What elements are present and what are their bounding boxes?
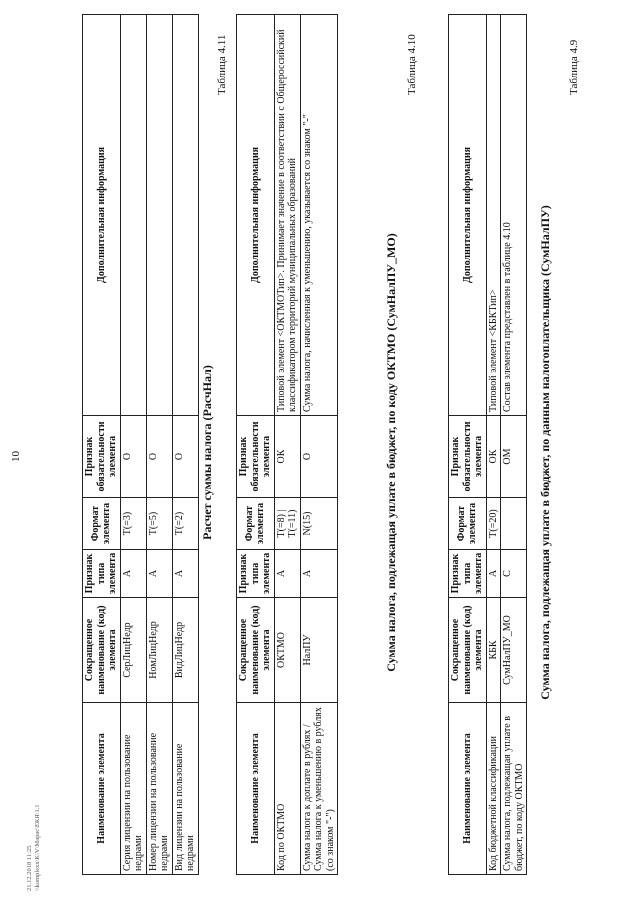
header-required: Признак обязательности элемента xyxy=(237,416,275,498)
table-header-row xyxy=(83,15,121,875)
cell-info xyxy=(120,15,146,416)
cell-code: НомЛицНедр xyxy=(146,598,172,703)
footer-stamp xyxy=(26,805,42,891)
cell-type: С xyxy=(501,550,527,598)
cell-format: T(=8) | T(=11) xyxy=(274,498,300,550)
cell-info xyxy=(172,15,198,416)
cell-type: А xyxy=(172,550,198,598)
cell-info: Типовой элемент <КБКТип> xyxy=(486,15,501,416)
cell-format: T(=20) xyxy=(486,498,501,550)
table-4-9 xyxy=(448,14,527,875)
cell-type: А xyxy=(486,550,501,598)
header-format: Формат элемента xyxy=(83,498,121,550)
cell-required: О xyxy=(172,416,198,498)
cell-format: N(15) xyxy=(300,498,338,550)
header-code: Сокращенное наименование (код) элемента xyxy=(237,598,275,703)
header-type: Признак типа элемента xyxy=(83,550,121,598)
cell-name: Сумма налога, подлежащая уплате в бюджет, по коду ОКТМО xyxy=(501,703,527,875)
header-name: Наименование элемента xyxy=(449,703,487,875)
header-type: Признак типа элемента xyxy=(237,550,275,598)
table-4-11-title: Расчет суммы налога (РасчНал) xyxy=(200,365,214,540)
footer-path: \\komplexx\K\V\Mapac\ЕКЯ\1.1 xyxy=(33,804,41,891)
table-row xyxy=(146,15,172,875)
table-row xyxy=(274,15,300,875)
cell-required: О xyxy=(120,416,146,498)
page-number: 10 xyxy=(10,451,22,462)
cell-name: Номер лицензии на пользование недрами xyxy=(146,703,172,875)
table-header-row xyxy=(237,15,275,875)
table-4-10-label: Таблица 4.10 xyxy=(406,34,418,95)
cell-required: О xyxy=(146,416,172,498)
table-row xyxy=(120,15,146,875)
header-required: Признак обязательности элемента xyxy=(83,416,121,498)
cell-code: ВидЛицНедр xyxy=(172,598,198,703)
cell-required: ОК xyxy=(274,416,300,498)
cell-name: Вид лицензии на пользование недрами xyxy=(172,703,198,875)
cell-type: А xyxy=(274,550,300,598)
header-code: Сокращенное наименование (код) элемента xyxy=(449,598,487,703)
table-row xyxy=(486,15,501,875)
table-header-row xyxy=(449,15,487,875)
header-required: Признак обязательности элемента xyxy=(449,416,487,498)
cell-code: ОКТМО xyxy=(274,598,300,703)
cell-code: СумНалПУ_МО xyxy=(501,598,527,703)
header-name: Наименование элемента xyxy=(83,703,121,875)
cell-code: КБК xyxy=(486,598,501,703)
cell-format xyxy=(501,498,527,550)
cell-info: Состав элемента представлен в таблице 4.10 xyxy=(501,15,527,416)
cell-name: Код по ОКТМО xyxy=(274,703,300,875)
table-4-9-title: Сумма налога, подлежащая уплате в бюджет, по данным налогоплательщика (СумНалПУ) xyxy=(538,205,552,700)
cell-name: Сумма налога к доплате в рублях / Сумма налога к уменьшению в рублях (со знаком "-") xyxy=(300,703,338,875)
cell-required: ОК xyxy=(486,416,501,498)
cell-format: T(=5) xyxy=(146,498,172,550)
cell-format: T(=3) xyxy=(120,498,146,550)
table-4-10 xyxy=(236,14,338,875)
table-4-11 xyxy=(82,14,199,875)
cell-info: Сумма налога, начисленная к уменьшению, указывается со знаком "-" xyxy=(300,15,338,416)
cell-required: ОМ xyxy=(501,416,527,498)
table-row xyxy=(300,15,338,875)
cell-code: НалПУ xyxy=(300,598,338,703)
header-code: Сокращенное наименование (код) элемента xyxy=(83,598,121,703)
header-format: Формат элемента xyxy=(449,498,487,550)
table-4-10-title: Сумма налога, подлежащая уплате в бюджет, по коду ОКТМО (СумНалПУ_МО) xyxy=(384,233,398,672)
cell-required: О xyxy=(300,416,338,498)
table-4-11-label: Таблица 4.11 xyxy=(216,34,228,95)
cell-type: А xyxy=(300,550,338,598)
table-row xyxy=(501,15,527,875)
cell-name: Серия лицензии на пользование недрами xyxy=(120,703,146,875)
cell-info xyxy=(146,15,172,416)
table-4-9-label: Таблица 4.9 xyxy=(568,39,580,95)
header-format: Формат элемента xyxy=(237,498,275,550)
cell-format: T(=2) xyxy=(172,498,198,550)
header-info: Дополнительная информация xyxy=(449,15,487,416)
cell-name: Код бюджетной классификации xyxy=(486,703,501,875)
footer-datetime: 21.12.2018 11:25 xyxy=(26,845,33,891)
cell-type: А xyxy=(146,550,172,598)
header-info: Дополнительная информация xyxy=(237,15,275,416)
table-row xyxy=(172,15,198,875)
cell-type: А xyxy=(120,550,146,598)
header-type: Признак типа элемента xyxy=(449,550,487,598)
cell-code: СерЛицНедр xyxy=(120,598,146,703)
header-name: Наименование элемента xyxy=(237,703,275,875)
header-info: Дополнительная информация xyxy=(83,15,121,416)
cell-info: Типовой элемент <ОКТМОТип>. Принимает значение в соответствии с Общероссийский классификатором территорий муниципальных образований xyxy=(274,15,300,416)
